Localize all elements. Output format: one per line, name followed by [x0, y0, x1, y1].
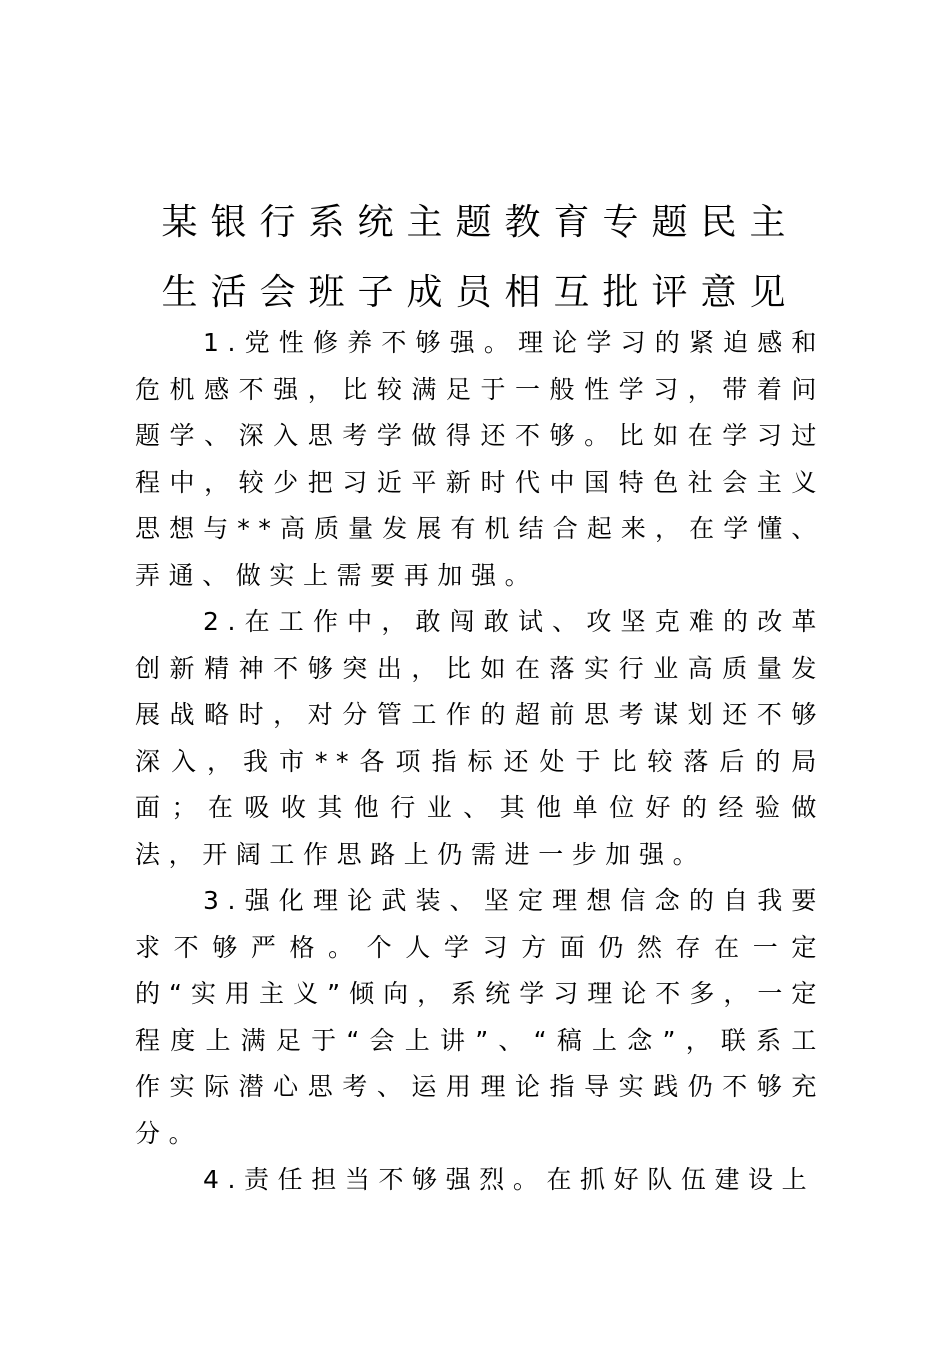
document-title: [135, 188, 825, 328]
paragraph-2: 2.在工作中，敢闯敢试、攻坚克难的改革创新精神不够突出，比如在落实行业高质量发展战略时，对分管工作的超前思考谋划还不够深入，我市**各项指标还处于比较落后的局面；在吸收其他行业、其他单位好的经验做法，开阔工作思路上仍需进一步加强。: [135, 607, 825, 869]
paragraph-3: 3.强化理论武装、坚定理想信念的自我要求不够严格。个人学习方面仍然存在一定的“实用主义”倾向，系统学习理论不多，一定程度上满足于“会上讲”、“稿上念”，联系工作实际潜心思考、运用理论指导实践仍不够充分。: [135, 886, 825, 1148]
paragraph-4: 4.责任担当不够强烈。在抓好队伍建设上: [203, 1165, 816, 1194]
title-line-2: 生活会班子成员相互批评意见: [161, 272, 799, 313]
title-line-1: 某银行系统主题教育专题民主: [161, 202, 799, 243]
document-body: [135, 320, 825, 1204]
paragraph-1: 1.党性修养不够强。理论学习的紧迫感和危机感不强，比较满足于一般性学习，带着问题学、深入思考学做得还不够。比如在学习过程中，较少把习近平新时代中国特色社会主义思想与**高质量发展有机结合起来，在学懂、弄通、做实上需要再加强。: [135, 328, 825, 590]
